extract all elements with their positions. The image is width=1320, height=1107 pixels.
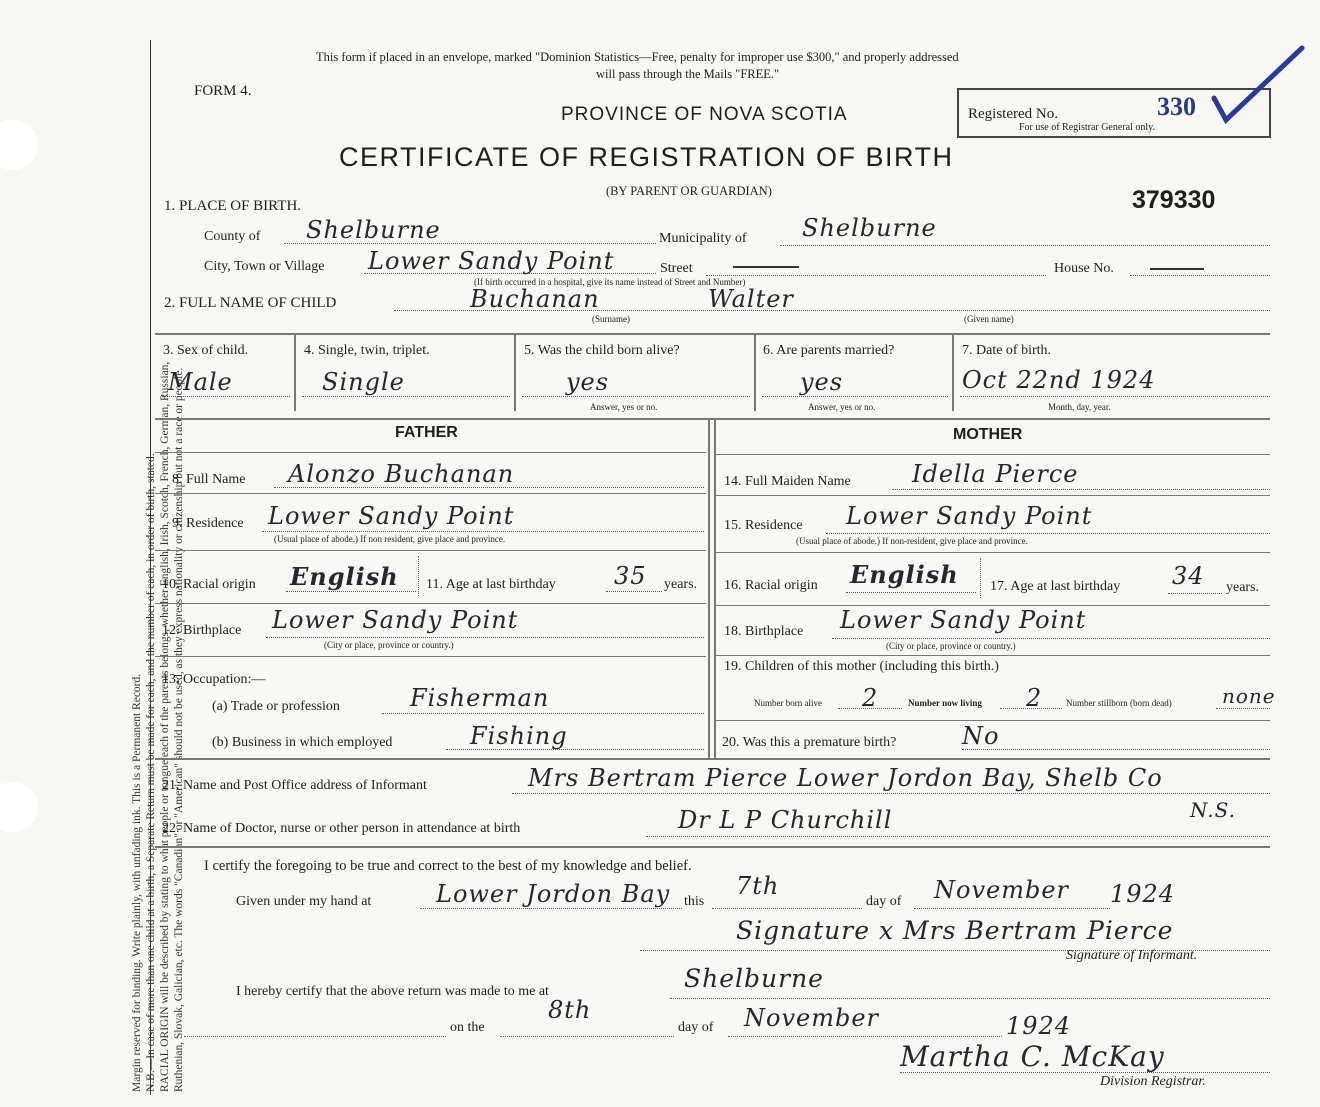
plurality-line — [302, 396, 510, 397]
children-of-mother-label: 19. Children of this mother (including this birth.) — [724, 659, 999, 674]
rule-father-1 — [155, 493, 706, 494]
rule-father-4 — [155, 656, 706, 657]
county-value: Shelburne — [306, 216, 441, 244]
parents-divider-right — [714, 418, 716, 758]
parents-married-note: Answer, yes or no. — [808, 402, 876, 412]
divider-5-6 — [754, 333, 756, 411]
city-value: Lower Sandy Point — [368, 247, 615, 275]
municipality-line — [780, 245, 1270, 246]
house-number-label: House No. — [1054, 261, 1114, 276]
check-mark-icon — [1210, 40, 1310, 130]
trade-label: (a) Trade or profession — [212, 699, 340, 714]
given-day-of-label: day of — [866, 894, 902, 909]
father-birthplace-value: Lower Sandy Point — [272, 606, 519, 634]
surname-note: (Surname) — [592, 314, 630, 324]
registrar-day-line — [500, 1036, 674, 1037]
born-alive-count-value: 2 — [862, 684, 879, 712]
premature-value: No — [962, 722, 1000, 750]
municipality-value: Shelburne — [802, 214, 937, 242]
mother-racial-origin-value: English — [850, 560, 959, 589]
given-year-value: 1924 — [1110, 880, 1176, 908]
rule-mother-head — [716, 454, 1270, 455]
given-place-line — [420, 908, 682, 909]
stillborn-count-value: none — [1222, 684, 1276, 708]
divider-3-4 — [294, 333, 296, 411]
business-value: Fishing — [470, 722, 568, 750]
rule-informant — [155, 758, 1270, 760]
province-heading: PROVINCE OF NOVA SCOTIA — [561, 104, 848, 125]
doctor-line — [646, 836, 1270, 837]
father-age-label: 11. Age at last birthday — [426, 577, 556, 592]
county-label: County of — [204, 229, 261, 244]
mother-name-value: Idella Pierce — [912, 460, 1079, 488]
street-dash — [733, 266, 799, 268]
form-number: FORM 4. — [194, 83, 252, 99]
house-number-line — [1130, 275, 1270, 276]
stillborn-count-label: Number stillborn (born dead) — [1066, 698, 1172, 708]
parents-married-line — [762, 396, 948, 397]
serial-number: 379330 — [1132, 186, 1216, 214]
father-heading: FATHER — [395, 424, 458, 441]
mother-age-value: 34 — [1172, 562, 1205, 590]
city-label: City, Town or Village — [204, 259, 325, 274]
given-day-line — [712, 908, 862, 909]
registrar-signature: Martha C. McKay — [900, 1040, 1165, 1073]
date-of-birth-line — [960, 396, 1270, 397]
rule-father-3 — [155, 603, 706, 604]
informant-label: 21. Name and Post Office address of Informant — [162, 778, 427, 793]
mother-racial-divider — [980, 558, 981, 598]
margin-rule — [150, 40, 151, 1095]
informant-signature: Signature x Mrs Bertram Pierce — [736, 916, 1174, 945]
sex-label: 3. Sex of child. — [163, 343, 249, 358]
father-birthplace-label: 12. Birthplace — [162, 623, 242, 638]
rule-mother-2 — [716, 552, 1270, 553]
father-residence-note: (Usual place of abode.) If non resident, give place and province. — [274, 534, 506, 544]
divider-6-7 — [952, 333, 954, 411]
date-of-birth-value: Oct 22nd 1924 — [962, 366, 1156, 394]
given-place-value: Lower Jordon Bay — [436, 880, 671, 908]
premature-label: 20. Was this a premature birth? — [722, 735, 897, 750]
father-age-value: 35 — [614, 562, 647, 590]
mother-age-line — [1168, 593, 1222, 594]
doctor-label: 22. Name of Doctor, nurse or other person in attendance at birth — [162, 821, 521, 836]
given-name-note: (Given name) — [964, 314, 1014, 324]
registrar-signature-line — [900, 1072, 1270, 1073]
registrar-note: For use of Registrar General only. — [1019, 122, 1155, 133]
trade-line — [382, 713, 704, 714]
registrar-place-value: Shelburne — [684, 964, 824, 993]
mother-racial-origin-line — [846, 592, 976, 593]
registrar-month-value: November — [744, 1004, 880, 1032]
punch-hole-bottom — [0, 782, 38, 832]
parents-divider-left — [708, 418, 710, 758]
registrar-day-of-label: day of — [678, 1020, 714, 1035]
mother-name-label: 14. Full Maiden Name — [724, 474, 851, 489]
municipality-label: Municipality of — [659, 231, 747, 246]
business-label: (b) Business in which employed — [212, 735, 393, 750]
born-alive-note: Answer, yes or no. — [590, 402, 658, 412]
hospital-note: (If birth occurred in a hospital, give its name instead of Street and Number) — [474, 277, 746, 287]
rule-mother-1 — [716, 495, 1270, 496]
certificate-title: CERTIFICATE OF REGISTRATION OF BIRTH — [339, 142, 954, 172]
plurality-value: Single — [322, 368, 405, 396]
street-line — [706, 275, 1046, 276]
given-under-hand-label: Given under my hand at — [236, 894, 372, 909]
mother-age-years: years. — [1226, 580, 1260, 595]
margin-line-3: RACIAL ORIGIN will be described by stating to what people or tongue each of the parents belongs, whether English, Irish, Scotch, French, German, Russian, — [159, 361, 171, 1092]
doctor-value: Dr L P Churchill — [678, 806, 893, 834]
father-racial-origin-line — [286, 591, 416, 592]
parents-married-value: yes — [800, 368, 844, 396]
registered-value: 330 — [1157, 92, 1196, 121]
mother-racial-origin-label: 16. Racial origin — [724, 578, 818, 593]
mother-residence-line — [826, 533, 1270, 534]
postal-notice-line-2: will pass through the Mails "FREE." — [596, 67, 780, 81]
father-residence-line — [262, 531, 704, 532]
margin-line-2: N.B.—In case of more than one child at a birth, a Separate Return must be made for each, and the number of each, in order of birth, stated. — [145, 453, 157, 1092]
rule-row-3 — [155, 333, 1270, 335]
rule-parents — [155, 418, 1270, 420]
divider-4-5 — [514, 333, 516, 411]
mother-heading: MOTHER — [953, 426, 1023, 443]
registrar-title: Division Registrar. — [1100, 1074, 1206, 1089]
father-racial-divider — [418, 556, 419, 596]
on-the-label: on the — [450, 1020, 485, 1035]
given-day-value: 7th — [736, 872, 780, 900]
sex-value: Male — [168, 368, 233, 396]
margin-line-4: Ruthenian, Slovak, Galician, etc. The words "Canadian" or "American" should not be used, as they express nationality or citizenship but not a race or people. — [173, 367, 185, 1092]
premature-line — [962, 749, 1270, 750]
father-racial-origin-label: 10. Racial origin — [162, 577, 256, 592]
registrar-day-value: 8th — [548, 996, 592, 1024]
informant-signature-label: Signature of Informant. — [1066, 948, 1198, 963]
mother-residence-value: Lower Sandy Point — [846, 502, 1093, 530]
child-surname-value: Buchanan — [470, 285, 600, 313]
father-age-line — [606, 591, 662, 592]
trade-value: Fisherman — [410, 684, 550, 712]
given-month-value: November — [934, 876, 1070, 904]
certificate-subtitle: (BY PARENT OR GUARDIAN) — [606, 184, 772, 198]
postal-notice-line-1: This form if placed in an envelope, marked "Dominion Statistics—Free, penalty for improper use $300," and properly addressed — [316, 50, 959, 64]
informant-value: Mrs Bertram Pierce Lower Jordon Bay, Shelb Co — [528, 764, 1163, 792]
given-month-line — [914, 908, 1110, 909]
father-residence-value: Lower Sandy Point — [268, 502, 515, 530]
father-birthplace-line — [266, 637, 704, 638]
date-of-birth-note: Month, day, year. — [1048, 402, 1111, 412]
sex-line — [162, 396, 290, 397]
mother-birthplace-label: 18. Birthplace — [724, 624, 804, 639]
house-number-dash — [1150, 268, 1204, 270]
born-alive-value: yes — [566, 368, 610, 396]
mother-name-line — [892, 489, 1270, 490]
child-name-label: 2. FULL NAME OF CHILD — [164, 295, 337, 311]
father-age-years: years. — [664, 577, 698, 592]
street-label: Street — [660, 261, 693, 276]
registrar-month-line — [728, 1036, 1002, 1037]
plurality-label: 4. Single, twin, triplet. — [304, 343, 430, 358]
now-living-count-value: 2 — [1026, 684, 1043, 712]
father-name-value: Alonzo Buchanan — [288, 460, 515, 488]
rule-father-2 — [155, 550, 706, 551]
place-of-birth-heading: 1. PLACE OF BIRTH. — [164, 198, 302, 214]
child-given-name-value: Walter — [708, 285, 794, 313]
date-of-birth-label: 7. Date of birth. — [962, 343, 1052, 358]
rule-certification — [155, 846, 1270, 848]
rule-father-head — [155, 452, 706, 453]
mother-birthplace-note: (City or place, province or country.) — [886, 641, 1016, 651]
margin-instructions — [130, 22, 250, 1092]
parents-married-label: 6. Are parents married? — [763, 343, 895, 358]
mother-age-label: 17. Age at last birthday — [990, 579, 1121, 594]
mother-birthplace-line — [832, 638, 1270, 639]
occupation-label: 13. Occupation:— — [162, 672, 266, 687]
father-residence-label: 9. Residence — [172, 516, 244, 531]
father-birthplace-note: (City or place, province or country.) — [324, 640, 454, 650]
now-living-count-label: Number now living — [908, 698, 982, 708]
born-alive-line — [522, 396, 750, 397]
father-name-label: 8. Full Name — [172, 472, 246, 487]
punch-hole-top — [0, 120, 38, 170]
certification-statement: I certify the foregoing to be true and correct to the best of my knowledge and belief. — [204, 858, 692, 874]
registrar-blank-line — [184, 1036, 446, 1037]
born-alive-label: 5. Was the child born alive? — [524, 343, 680, 358]
rule-mother-4 — [716, 655, 1270, 656]
informant-value-cont: N.S. — [1190, 798, 1236, 822]
this-label: this — [684, 894, 705, 909]
mother-birthplace-value: Lower Sandy Point — [840, 606, 1087, 634]
informant-line — [512, 793, 1270, 794]
mother-residence-note: (Usual place of abode.) If non-resident, give place and province. — [796, 536, 1028, 546]
born-alive-count-label: Number born alive — [754, 698, 822, 708]
margin-line-1: Margin reserved for binding. Write plainly, with unfading ink. This is a Permanent Record. — [131, 673, 143, 1092]
registered-label: Registered No. — [968, 106, 1058, 122]
stillborn-count-line — [1216, 708, 1270, 709]
registrar-year-value: 1924 — [1006, 1012, 1072, 1040]
mother-residence-label: 15. Residence — [724, 518, 803, 533]
registrar-statement: I hereby certify that the above return was made to me at — [236, 984, 549, 999]
registrar-place-line — [670, 998, 1270, 999]
rule-mother-5 — [716, 720, 1270, 721]
father-racial-origin-value: English — [290, 562, 399, 591]
